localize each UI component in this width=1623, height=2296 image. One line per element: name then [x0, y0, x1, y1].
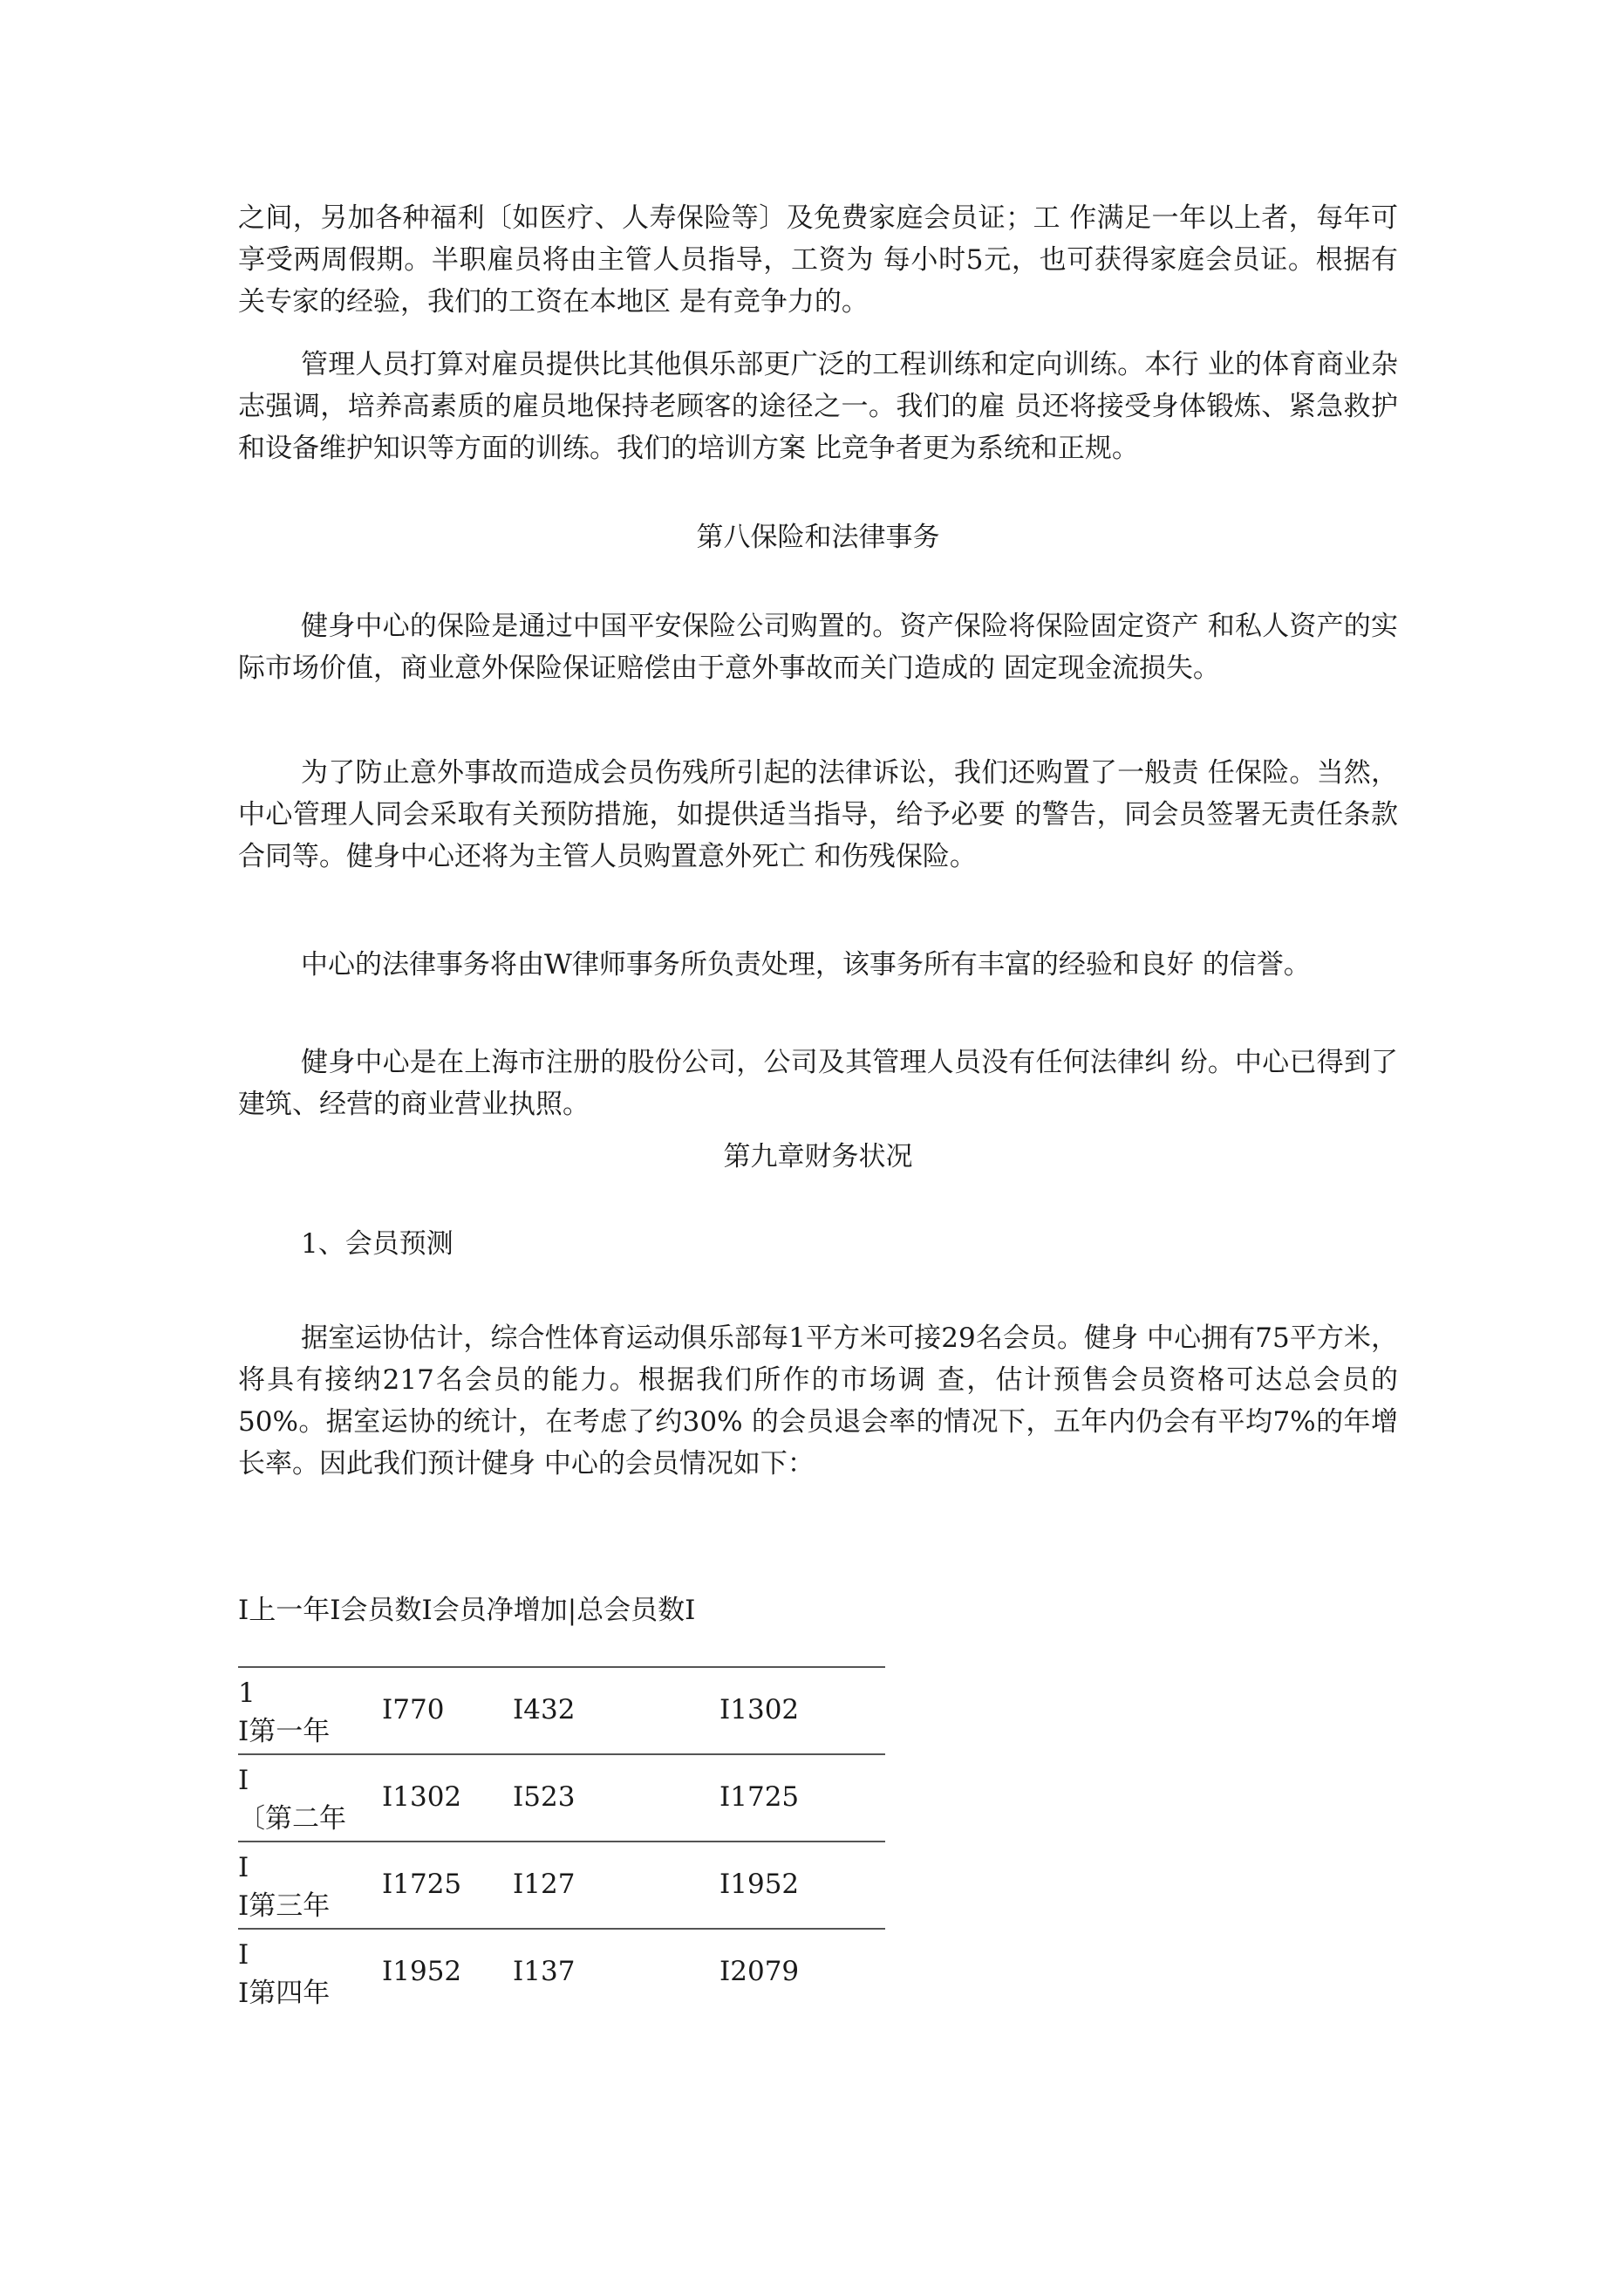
row-marker: 1 [238, 1678, 256, 1709]
members-cell: I1725 [382, 1869, 462, 1900]
paragraph-welfare: 之间，另加各种福利〔如医疗、人寿保险等〕及免费家庭会员证；工 作满足一年以上者，每年可享受两周假期。半职雇员将由主管人员指导，工资为 每小时5元，也可获得家庭会员证。根据有关专家的经验，我们的工资在本地区 是有竞争力的。 [238, 202, 1398, 318]
net-increase-cell: I137 [513, 1956, 576, 1987]
total-members-cell: I1302 [719, 1694, 800, 1725]
paragraph-legal-affairs: 中心的法律事务将由W律师事务所负责处理，该事务所有丰富的经验和良好 的信誉。 [301, 949, 1311, 981]
paragraph-training: 管理人员打算对雇员提供比其他俱乐部更广泛的工程训练和定向训练。本行 业的体育商业杂志强调，培养高素质的雇员地保持老顾客的途径之一。我们的雇 员还将接受身体锻炼、紧急救护和设备维护知识等方面的训练。我们的培训方案 比竞争者更为系统和正规。 [238, 349, 1398, 464]
total-members-cell: I1725 [719, 1781, 800, 1813]
paragraph-registration: 健身中心是在上海市注册的股份公司，公司及其管理人员没有任何法律纠 纷。中心已得到了建筑、经营的商业营业执照。 [238, 1047, 1398, 1120]
row-year-label: 〔第二年 [238, 1803, 346, 1835]
members-cell: I770 [382, 1694, 445, 1725]
table-row [238, 1753, 885, 1841]
section-heading-finance: 第九章财务状况 [723, 1141, 913, 1172]
table-row [238, 1666, 885, 1753]
row-year-label: I第一年 [238, 1716, 331, 1747]
total-members-cell: I1952 [719, 1869, 800, 1900]
table-header-line: I上一年I会员数I会员净增加|总会员数I [238, 1595, 696, 1626]
table-row [238, 1841, 885, 1928]
members-cell: I1952 [382, 1956, 462, 1987]
subsection-heading-membership: 1、会员预测 [301, 1228, 453, 1260]
row-label-cell [238, 1935, 369, 2013]
table-row [238, 1928, 885, 2015]
row-year-label: I第三年 [238, 1890, 331, 1922]
row-label-cell [238, 1848, 369, 1926]
section-heading-insurance: 第八保险和法律事务 [696, 522, 940, 553]
row-year-label: I第四年 [238, 1978, 331, 2009]
row-marker: I [238, 1852, 249, 1883]
paragraph-liability-insurance: 为了防止意外事故而造成会员伤残所引起的法律诉讼，我们还购置了一般责 任保险。当然，中心管理人同会采取有关预防措施，如提供适当指导，给予必要 的警告，同会员签署无责任条款合同等。健身中心还将为主管人员购置意外死亡 和伤残保险。 [238, 757, 1398, 872]
total-members-cell: I2079 [719, 1956, 800, 1987]
members-cell: I1302 [382, 1781, 462, 1813]
net-increase-cell: I127 [513, 1869, 576, 1900]
net-increase-cell: I432 [513, 1694, 576, 1725]
row-label-cell [238, 1760, 369, 1839]
row-label-cell [238, 1673, 369, 1752]
membership-table [238, 1666, 885, 2015]
row-marker: I [238, 1765, 249, 1796]
paragraph-insurance-purchase: 健身中心的保险是通过中国平安保险公司购置的。资产保险将保险固定资产 和私人资产的实际市场价值，商业意外保险保证赔偿由于意外事故而关门造成的 固定现金流损失。 [238, 611, 1398, 684]
row-marker: I [238, 1939, 249, 1971]
paragraph-membership-forecast: 据室运协估计，综合性体育运动俱乐部每1平方米可接29名会员。健身 中心拥有75平方米，将具有接纳217名会员的能力。根据我们所作的市场调 查，估计预售会员资格可达总会员的50%。据室运协的统计，在考虑了约30% 的会员退会率的情况下，五年内仍会有平均7%的年增长率。因此我们预计健身 中心的会员情况如下： [238, 1322, 1398, 1479]
net-increase-cell: I523 [513, 1781, 576, 1813]
